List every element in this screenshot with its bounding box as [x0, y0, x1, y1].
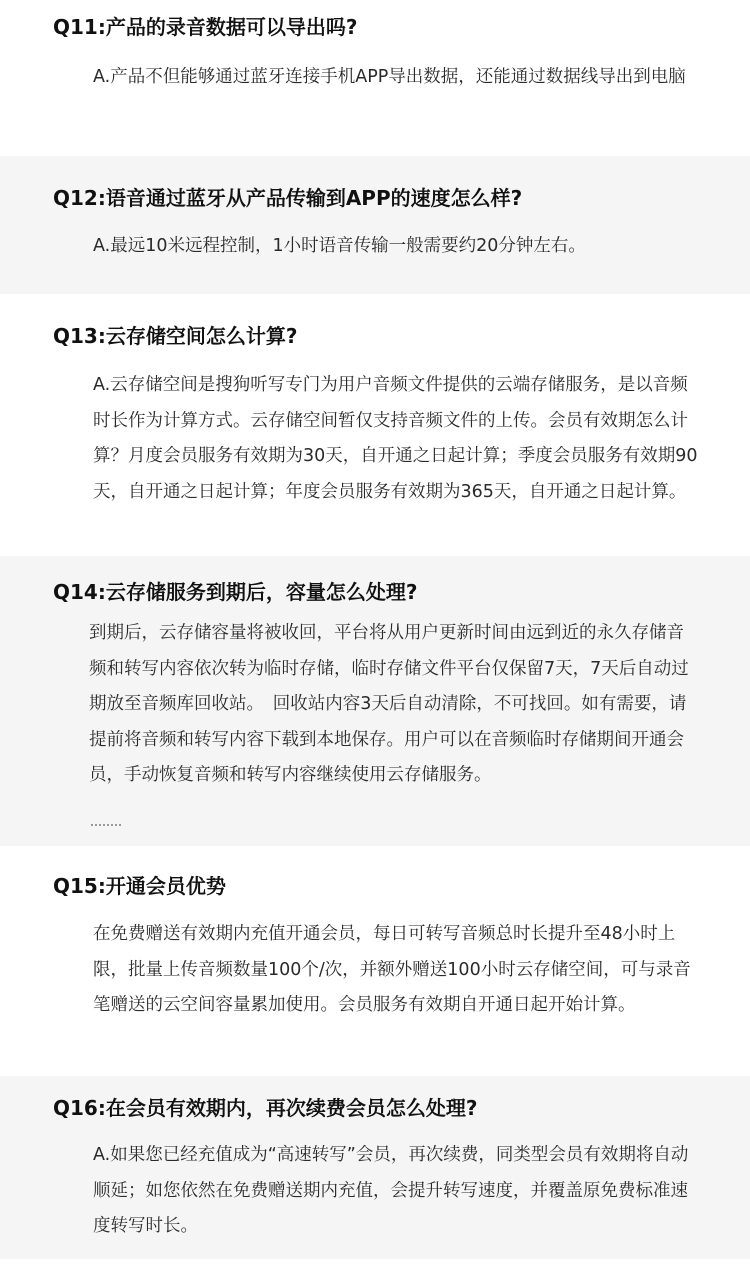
- faq-item-q15: [0, 846, 750, 1076]
- faq-item-q12: [0, 156, 750, 294]
- question-q12: Q12:语音通过蓝牙从产品传输到APP的速度怎么样?: [53, 186, 523, 210]
- faq-item-q11: [0, 0, 750, 156]
- question-q16: Q16:在会员有效期内，再次续费会员怎么处理?: [53, 1096, 478, 1120]
- question-q14: Q14:云存储服务到期后，容量怎么处理?: [53, 580, 418, 604]
- faq-item-q16: [0, 1076, 750, 1259]
- answer-q13: A.云存储空间是搜狗听写专门为用户音频文件提供的云端存储服务，是以音频时长作为计算方式。云存储空间暂仅支持音频文件的上传。会员有效期怎么计算？月度会员服务有效期为30天，自开通之日起计算；季度会员服务有效期90天，自开通之日起计算；年度会员服务有效期为365天，自开通之日起计算。: [93, 375, 698, 502]
- faq-item-q14: [0, 556, 750, 846]
- answer-q15: 在免费赠送有效期内充值开通会员，每日可转写音频总时长提升至48小时上限，批量上传音频数量100个/次，并额外赠送100小时云存储空间，可与录音笔赠送的云空间容量累加使用。会员服务有效期自开通日起开始计算。: [93, 924, 691, 1015]
- answer-q16: A.如果您已经充值成为“高速转写”会员，再次续费，同类型会员有效期将自动顺延；如您依然在免费赠送期内充值，会提升转写速度，并覆盖原免费标准速度转写时长。: [93, 1145, 689, 1236]
- question-q11: Q11:产品的录音数据可以导出吗?: [53, 15, 358, 39]
- answer-q11: A.产品不但能够通过蓝牙连接手机APP导出数据，还能通过数据线导出到电脑: [93, 67, 686, 87]
- question-q13: Q13:云存储空间怎么计算?: [53, 324, 298, 348]
- question-q15: Q15:开通会员优势: [53, 874, 226, 898]
- clipped-text-edge: [91, 822, 121, 827]
- answer-q14: 到期后，云存储容量将被收回，平台将从用户更新时间由远到近的永久存储音频和转写内容依次转为临时存储，临时存储文件平台仅保留7天，7天后自动过期放至音频库回收站。 回收站内容3天后自动清除，不可找回。如有需要，请提前将音频和转写内容下载到本地保存。用户可以在音频临时存储期间开通会员，手动恢复音频和转写内容继续使用云存储服务。: [89, 623, 689, 785]
- faq-item-q13: [0, 294, 750, 556]
- answer-q12: A.最远10米远程控制，1小时语音传输一般需要约20分钟左右。: [93, 236, 586, 256]
